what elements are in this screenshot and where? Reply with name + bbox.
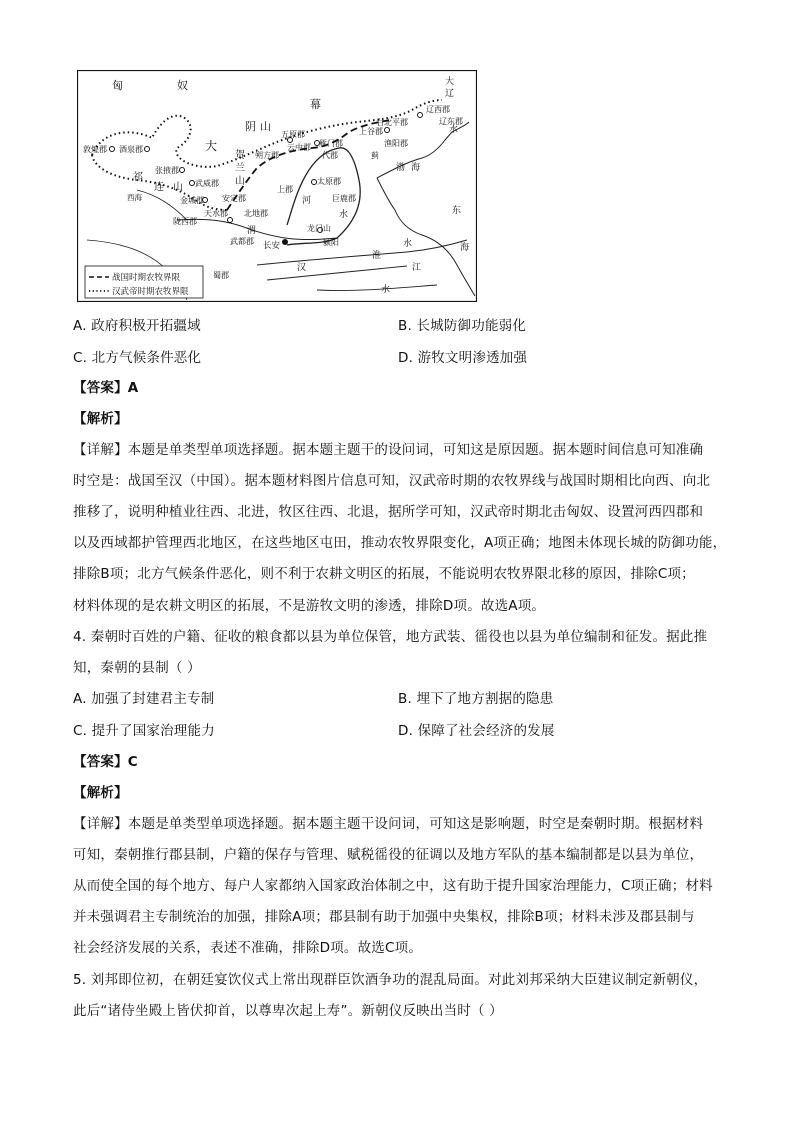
- map-label-shang: 上郡: [277, 185, 293, 194]
- map-label-xihai: 西海: [127, 193, 142, 202]
- q4-option-a: A. 加强了封建君主专制: [73, 691, 215, 707]
- q3-option-c: C. 北方气候条件恶化: [73, 350, 202, 366]
- q3-detail-line: 材料体现的是农耕文明区的拓展，不是游牧文明的渗透，排除D项。故选A项。: [73, 598, 546, 614]
- map-label-donghai-a: 东: [452, 206, 462, 216]
- map-label-youbeiping: 右北平郡: [376, 118, 408, 127]
- q4-option-d: D. 保障了社会经济的发展: [398, 723, 555, 739]
- q3-detail-line: 推移了，说明种植业往西、北进，牧区往西、北退，据所学可知，汉武帝时期北击匈奴、设置河西四郡和: [73, 504, 704, 520]
- q4-option-c: C. 提升了国家治理能力: [73, 723, 215, 739]
- q4-option-b: B. 埋下了地方割据的隐患: [398, 691, 554, 707]
- q3-analysis-heading: 【解析】: [73, 411, 128, 427]
- map-label-ji: 蓟: [371, 151, 379, 160]
- map-label-he: 河: [302, 196, 312, 206]
- q4-stem: 知，秦朝的县制（ ）: [73, 660, 201, 676]
- map-label-qilian-b: 连: [154, 182, 164, 193]
- q4-answer: 【答案】C: [73, 754, 138, 770]
- q4-analysis-heading: 【解析】: [73, 785, 128, 801]
- map-label-yanmen: 雁门郡: [319, 139, 343, 148]
- map-label-jiuquan: 酒泉郡: [119, 145, 143, 154]
- map-label-yuyang: 渔阳郡: [384, 139, 408, 148]
- map-label-changan: 长安: [263, 241, 281, 251]
- map-label-liaoxi: 辽西郡: [426, 105, 450, 114]
- q3-answer: 【答案】A: [73, 380, 139, 396]
- legend-han: 汉武帝时期农牧界限: [112, 287, 189, 297]
- map-label-zhangye: 张掖郡: [155, 166, 179, 175]
- legend-warring: 战国时期农牧界限: [112, 273, 181, 283]
- q3-option-a: A. 政府积极开拓疆域: [73, 318, 201, 334]
- map-label-han: 汉: [297, 263, 307, 273]
- q3-option-b: B. 长城防御功能弱化: [398, 318, 527, 334]
- map-label-dunhuang: 敦煌郡: [83, 145, 107, 154]
- map-label-jincheng: 金城郡: [180, 196, 204, 205]
- map-label-donghai-b: 海: [460, 243, 470, 253]
- map-label-wei: 渭: [247, 226, 257, 236]
- map-label-yunzhong: 云中郡: [287, 143, 311, 152]
- map-label-bohai-b: 海: [411, 163, 421, 173]
- q4-detail-line: 并未强调君主专制统治的加强，排除A项；郡县制有助于加强中央集权，排除B项；材料未涉及郡县制与: [73, 909, 695, 925]
- map-label-tianshui: 天水郡: [204, 209, 228, 218]
- map-label-qilian-c: 山: [173, 182, 183, 193]
- map-label-shu: 蜀郡: [213, 271, 229, 280]
- map-label-dai: 代郡: [322, 151, 338, 160]
- map-label-shuofang: 朔方郡: [255, 151, 279, 160]
- q4-detail-line: 从而使全国的每个地方、每户人家都纳入国家政治体制之中，这有助于提升国家治理能力，C项正确；材料: [73, 878, 713, 894]
- map-label-yinshan-b: 山: [260, 120, 271, 133]
- historical-map: [77, 70, 477, 302]
- map-label-helan-c: 山: [235, 176, 245, 187]
- q4-detail-line: 社会经济发展的关系，表述不准确，排除D项。故选C项。: [73, 940, 423, 956]
- map-label-beidi: 北地郡: [244, 209, 268, 218]
- map-label-helan-a: 贺: [235, 150, 245, 161]
- map-label-daliao-c: 水: [449, 125, 459, 135]
- q5-stem: 此后“诸侍坐殿上皆伏抑首，以尊卑次起上寿”。新朝仪反映出当时（ ）: [73, 1003, 503, 1019]
- q4-detail-line: 可知，秦朝推行郡县制，户籍的保存与管理、赋税徭役的征调以及地方军队的基本编制都是以县为单位，: [73, 847, 704, 863]
- q3-option-d: D. 游牧文明渗透加强: [398, 350, 528, 366]
- map-label-shui2: 水: [403, 239, 413, 249]
- map-label-taiyuan: 太原郡: [317, 177, 341, 186]
- changan-marker: [282, 239, 288, 245]
- map-label-longxi: 陇西郡: [173, 217, 197, 226]
- map-label-da: 大: [205, 139, 218, 153]
- map-label-wuyuan: 五原郡: [281, 130, 305, 139]
- map-label-anding: 安定郡: [222, 194, 246, 203]
- q4-stem: 4. 秦朝时百姓的户籍、征收的粮食都以县为单位保管，地方武装、徭役也以县为单位编制和征发。据此推: [73, 629, 708, 645]
- q3-detail-line: 以及西域都护管理西北地区，在这些地区屯田，推动农牧界限变化，A项正确；地图未体现长城的防御功能，: [73, 535, 727, 551]
- q4-detail-line: 【详解】本题是单类型单项选择题。据本题主题干设问词，可知这是影响题，时空是秦朝时期。根据材料: [73, 816, 704, 832]
- q3-detail-line: 【详解】本题是单类型单项选择题。据本题主题干的设问词，可知这是原因题。据本题时间信息可知准确: [73, 442, 704, 458]
- map-label-shui3: 水: [381, 285, 391, 295]
- map-label-huai: 淮: [372, 251, 382, 261]
- map-label-julu: 巨鹿郡: [332, 194, 356, 203]
- map-label-bohai-a: 渤: [396, 163, 406, 173]
- map-label-wuwei: 武威郡: [195, 179, 219, 188]
- map-label-shanggu: 上谷郡: [359, 127, 383, 136]
- map-label-daliao-a: 大: [445, 77, 455, 87]
- map-label-wudu: 武都郡: [230, 237, 254, 246]
- q3-detail-line: 排除B项；北方气候条件恶化，则不利于农耕文明区的拓展，不能说明农牧界限北移的原因，排除C项；: [73, 566, 695, 582]
- map-label-yingyang: 颍阳: [323, 238, 339, 247]
- map-label-shui1: 水: [339, 210, 349, 220]
- map-label-daliao-b: 辽: [445, 89, 455, 99]
- map-label-qilian-a: 祁: [133, 172, 143, 183]
- map-label-mu: 幕: [310, 98, 321, 111]
- map-label-xiongnu-a: 匈: [112, 79, 123, 92]
- q5-stem: 5. 刘邦即位初，在朝廷宴饮仪式上常出现群臣饮酒争功的混乱局面。对此刘邦采纳大臣建议制定新朝仪，: [73, 972, 708, 988]
- map-label-jiang: 江: [412, 263, 422, 273]
- q3-detail-line: 时空是：战国至汉（中国）。据本题材料图片信息可知，汉武帝时期的农牧界线与战国时期相比向西、向北: [73, 473, 711, 489]
- map-label-yinshan-a: 阴: [245, 120, 256, 133]
- map-label-longmen: 龙门山: [307, 224, 331, 233]
- map-label-liaodong: 辽东郡: [439, 117, 463, 126]
- map-label-xiongnu-b: 奴: [177, 79, 188, 92]
- map-label-helan-b: 兰: [235, 163, 245, 174]
